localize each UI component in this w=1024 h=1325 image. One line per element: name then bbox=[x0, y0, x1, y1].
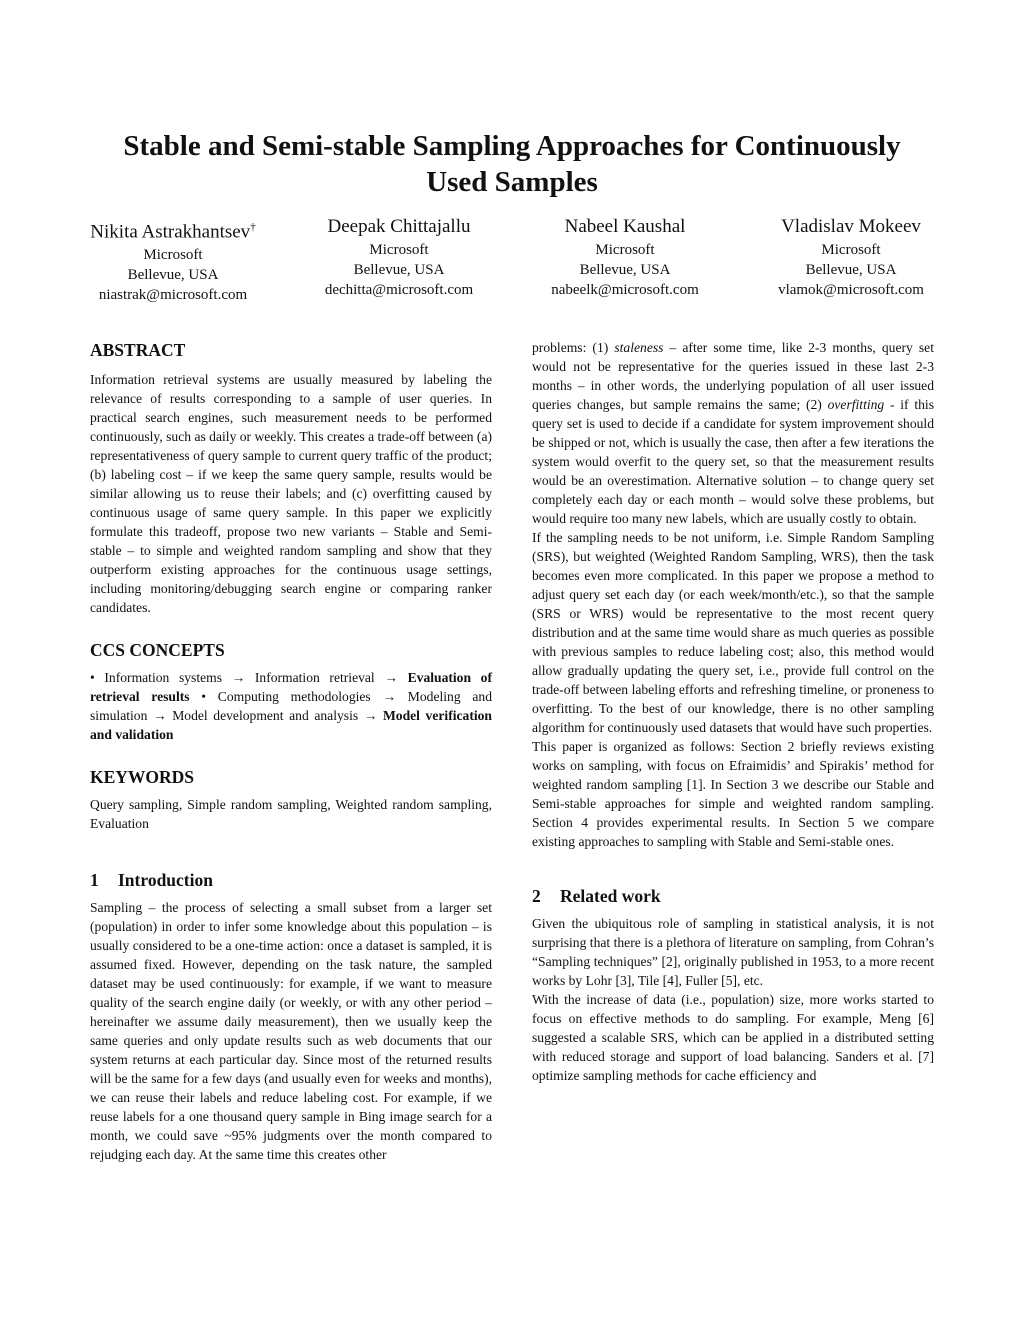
section-number: 2 bbox=[532, 886, 541, 906]
section-number: 1 bbox=[90, 870, 99, 890]
author-footnote-mark: † bbox=[250, 221, 256, 233]
author-location: Bellevue, USA bbox=[579, 262, 671, 278]
right-paragraph: problems: (1) staleness – after some time, like 2-3 months, query set would not be representative for the queries issued in these last 2-3 months – in other words, the underlying population of all user issued queries changes, but sample remains the same; (2) overfitting - if this query set is used to decide if a candidate for system improvement should be shipped or not, which is usually the case, then after a few iterations the system would overfit to the query set, so that the measurement results would be an overestimation. Alternative solution – to change query set completely each day or each month – would solve these problems, but would require too many new labels, which are usually costly to obtain. bbox=[532, 340, 934, 526]
abstract-text: Information retrieval systems are usually measured by labeling the relevance of results corresponding to a sample of user queries. In practical search engines, such measurement needs to be performed continuously, such as daily or weekly. This creates a trade-off between (a) representativeness of query sample to current query traffic of the product; (b) labeling cost – if we keep the same query sample, results would be similar allowing us to reuse their labels; and (c) overfitting caused by continuous usage of same query sample. In this paper we explicitly formulate this tradeoff, propose two new variants – Stable and Semi-stable – to simple and weighted random sampling and show that they outperform existing approaches for the continuous usage settings, including monitoring/debugging search engine or comparing ranker candidates. bbox=[90, 372, 493, 615]
abstract-heading: ABSTRACT bbox=[90, 340, 186, 360]
author-name: Vladislav Mokeev bbox=[781, 216, 921, 237]
ccs-text: • Information systems → Information retrieval → Evaluation of retrieval results • Computing methodologies → Modeling and simulation → Model development and analysis → Model verification and validation bbox=[90, 670, 492, 742]
author-email: vlamok@microsoft.com bbox=[778, 282, 924, 298]
author-block bbox=[60, 214, 286, 305]
author-email: niastrak@microsoft.com bbox=[98, 287, 248, 304]
author-location: Bellevue, USA bbox=[353, 262, 445, 278]
keywords-heading: KEYWORDS bbox=[90, 767, 195, 787]
author-name: Deepak Chittajallu bbox=[327, 216, 471, 237]
author-email: dechitta@microsoft.com bbox=[324, 282, 474, 298]
related-work-paragraph: With the increase of data (i.e., population) size, more works started to focus on effective methods to do sampling. For example, Meng [6] suggested a scalable SRS, which can be applied in a distributed setting with reduced storage and support of load balancing. Sanders et al. [7] optimize sampling methods for cache efficiency and bbox=[532, 992, 934, 1083]
author-affiliation: Microsoft bbox=[821, 242, 881, 258]
section-heading-introduction: 1 Introduction bbox=[90, 870, 213, 890]
introduction-text: Sampling – the process of selecting a small subset from a larger set (population) in order to infer some knowledge about this population – is usually considered to be a one-time action: once a dataset is sampled, it is assumed fixed. However, depending on the task nature, the sampled dataset may be used continuously: for example, if we want to measure quality of the search engine daily (or weekly, or with any other period – hereinafter we assume daily measurement), then we usually keep the same queries and only update results such as web documents that our system returns at each particular day. Since most of the returned results will be the same for a few days (and usually even for weeks and months), we can reuse their labels and reduce labeling cost. For example, if we reuse labels for a one thousand query sample in Bing image search for a month, we could save ~95% judgments over the month compared to rejudging each day. At the same time this creates other bbox=[90, 900, 492, 1162]
author-list bbox=[60, 214, 964, 305]
author-block bbox=[738, 214, 964, 305]
keywords-text: Query sampling, Simple random sampling, Weighted random sampling, Evaluation bbox=[90, 797, 492, 831]
right-paragraph: This paper is organized as follows: Section 2 briefly reviews existing works on sampling, with focus on Efraimidis’ and Spirakis’ method for weighted random sampling [1]. In Section 3 we describe our Stable and Semi-stable approaches for simple and weighted random sampling. Section 4 provides experimental results. In Section 5 we compare existing approaches to sampling with Stable and Semi-stable ones. bbox=[532, 739, 934, 849]
author-block bbox=[286, 214, 512, 305]
related-work-paragraph: Given the ubiquitous role of sampling in statistical analysis, it is not surprising that there is a plethora of literature on sampling, from Cohran’s “Sampling techniques” [2], originally published in 1953, to a more recent works by Lohr [3], Tile [4], Fuller [5], etc. bbox=[532, 916, 934, 988]
author-affiliation: Microsoft bbox=[369, 242, 429, 258]
author-affiliation: Microsoft bbox=[143, 247, 203, 264]
paper-title: Stable and Semi-stable Sampling Approaches for Continuously Used Samples bbox=[123, 130, 901, 198]
author-location: Bellevue, USA bbox=[805, 262, 897, 278]
author-name: Nikita Astrakhantsev† bbox=[90, 221, 256, 243]
author-location: Bellevue, USA bbox=[127, 267, 219, 284]
right-column bbox=[532, 338, 934, 1085]
author-block bbox=[512, 214, 738, 305]
section-heading-related-work: 2 Related work bbox=[532, 886, 661, 906]
right-paragraph: If the sampling needs to be not uniform, i.e. Simple Random Sampling (SRS), but weighted (Weighted Random Sampling, WRS), then the task becomes even more complicated. In this paper we propose a method to adjust query set each day (or each week/month/etc.), so that the sample (SRS or WRS) would be representative to the most recent query distribution and at the same time would share as much queries as possible with previous samples to reduce labeling cost; also, this method would allow gradually updating the query set, i.e., provide full control on the trade-off between labeling efforts and refreshing timeline, or proneness to overfitting. To the best of our knowledge, there is no other sampling algorithm for continuously used datasets that would have such properties. bbox=[532, 530, 934, 735]
left-column bbox=[90, 338, 492, 1164]
author-name: Nabeel Kaushal bbox=[564, 216, 686, 237]
ccs-heading: CCS CONCEPTS bbox=[90, 640, 225, 660]
author-email: nabeelk@microsoft.com bbox=[551, 282, 699, 298]
author-affiliation: Microsoft bbox=[595, 242, 655, 258]
